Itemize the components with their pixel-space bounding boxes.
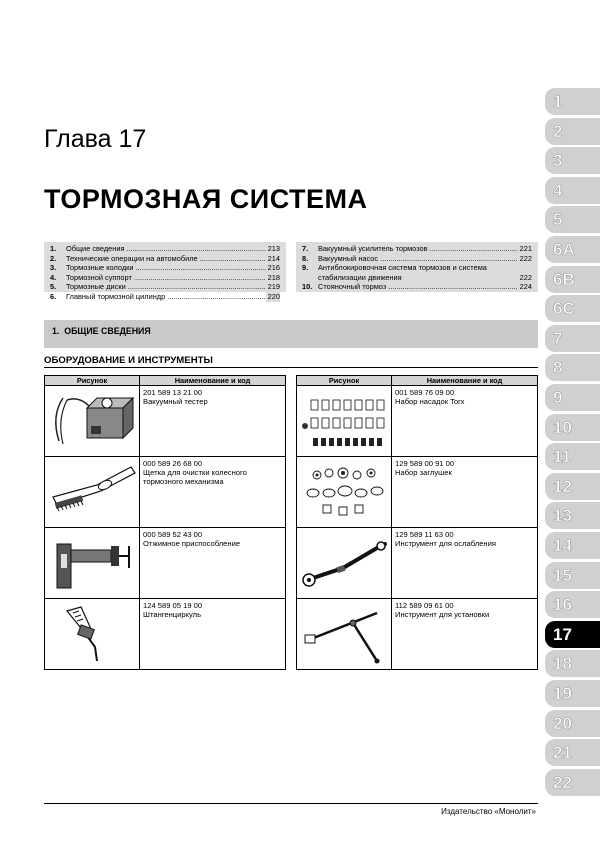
release-tool-icon <box>297 528 392 599</box>
caliper-gauge-icon <box>45 599 140 670</box>
chapter-tab[interactable]: 19 <box>545 680 600 707</box>
toc-entry[interactable]: 4. Тормозной суппорт ..... 218 <box>50 273 280 283</box>
chapter-tab[interactable]: 18 <box>545 650 600 677</box>
table-row <box>297 386 538 457</box>
table-row <box>297 599 538 670</box>
tool-name: Щетка для очистки колесного тормозного механизма <box>143 468 247 486</box>
toc-entry[interactable]: 8. Вакуумный насос ..... 222 <box>302 254 532 264</box>
chapter-tab[interactable]: 15 <box>545 562 600 589</box>
chapter-tab[interactable]: 14 <box>545 532 600 559</box>
chapter-tab[interactable]: 7 <box>545 325 600 352</box>
tools-table-left <box>44 375 286 670</box>
footer-divider <box>44 803 538 804</box>
table-row <box>297 528 538 599</box>
chapter-tab[interactable]: 20 <box>545 710 600 737</box>
torx-set-icon <box>297 386 392 457</box>
tool-code: 129 589 00 91 00 <box>395 459 455 468</box>
toc-entry[interactable]: 10. Стояночный тормоз ..... 224 <box>302 282 532 292</box>
toc-entry[interactable]: 9. Антиблокировочная система тормозов и система стабилизации движения 222 <box>302 263 532 282</box>
section-number: 1. <box>52 326 60 336</box>
toc-right <box>296 242 538 292</box>
tool-code: 129 589 11 63 00 <box>395 530 454 539</box>
toc-left <box>44 242 286 301</box>
tool-name: Штангенциркуль <box>143 610 202 619</box>
chapter-tab[interactable]: 13 <box>545 502 600 529</box>
section-heading <box>44 320 538 348</box>
chapter-label: Глава 17 <box>44 125 147 153</box>
chapter-tab[interactable]: 8 <box>545 354 600 381</box>
chapter-tab[interactable]: 10 <box>545 414 600 441</box>
wire-brush-icon <box>45 457 140 528</box>
publisher-footer: Издательство «Монолит» <box>441 807 536 816</box>
table-row <box>45 528 286 599</box>
chapter-tab[interactable]: 3 <box>545 147 600 174</box>
table-row <box>45 386 286 457</box>
tool-name: Инструмент для установки <box>395 610 490 619</box>
tool-name: Отжимное приспособление <box>143 539 241 548</box>
table-row <box>45 599 286 670</box>
tool-code: 000 589 26 68 00 <box>143 459 203 468</box>
table-row <box>297 457 538 528</box>
chapter-tab[interactable]: 6A <box>545 236 600 263</box>
toc-entry[interactable]: 7. Вакуумный усилитель тормозов ..... 221 <box>302 244 532 254</box>
chapter-tab[interactable]: 6C <box>545 295 600 322</box>
column-header-name-code: Наименование и код <box>392 376 538 386</box>
chapter-tab[interactable]: 1 <box>545 88 600 115</box>
tools-table-right <box>296 375 538 670</box>
tool-code: 124 589 05 19 00 <box>143 601 203 610</box>
chapter-tab-active[interactable]: 17 <box>545 621 600 648</box>
chapter-tab[interactable]: 6B <box>545 266 600 293</box>
toc-entry[interactable]: 1. Общие сведения ..... 213 <box>50 244 280 254</box>
column-header-picture: Рисунок <box>45 376 140 386</box>
plug-set-icon <box>297 457 392 528</box>
section-title: ОБЩИЕ СВЕДЕНИЯ <box>64 326 151 336</box>
tool-code: 000 589 52 43 00 <box>143 530 203 539</box>
toc-entry[interactable]: 3. Тормозные колодки ..... 216 <box>50 263 280 273</box>
tool-code: 001 589 76 09 00 <box>395 388 455 397</box>
vacuum-tester-icon <box>45 386 140 457</box>
column-header-picture: Рисунок <box>297 376 392 386</box>
column-header-name-code: Наименование и код <box>140 376 286 386</box>
tool-name: Инструмент для ослабления <box>395 539 496 548</box>
chapter-tab[interactable]: 9 <box>545 384 600 411</box>
chapter-tab[interactable]: 11 <box>545 443 600 470</box>
table-row <box>45 457 286 528</box>
tool-code: 112 589 09 61 00 <box>395 601 454 610</box>
install-tool-icon <box>297 599 392 670</box>
chapter-tab[interactable]: 16 <box>545 591 600 618</box>
chapter-tab[interactable]: 21 <box>545 739 600 766</box>
chapter-tab[interactable]: 12 <box>545 473 600 500</box>
toc-entry[interactable]: 5. Тормозные диски ..... 219 <box>50 282 280 292</box>
toc-entry[interactable]: 2. Технические операции на автомобиле ..... 214 <box>50 254 280 264</box>
chapter-tab[interactable]: 4 <box>545 177 600 204</box>
chapter-title: ТОРМОЗНАЯ СИСТЕМА <box>44 184 368 214</box>
chapter-tab[interactable]: 5 <box>545 206 600 233</box>
piston-press-icon <box>45 528 140 599</box>
chapter-tab[interactable]: 2 <box>545 118 600 145</box>
tool-name: Вакуумный тестер <box>143 397 208 406</box>
chapter-tab[interactable]: 22 <box>545 769 600 796</box>
toc-entry[interactable]: 6. Главный тормозной цилиндр ..... 220 <box>50 292 280 302</box>
tool-name: Набор заглушек <box>395 468 452 477</box>
tool-name: Набор насадок Torx <box>395 397 465 406</box>
tool-code: 201 589 13 21 00 <box>143 388 203 397</box>
subsection-title: ОБОРУДОВАНИЕ И ИНСТРУМЕНТЫ <box>44 355 538 368</box>
